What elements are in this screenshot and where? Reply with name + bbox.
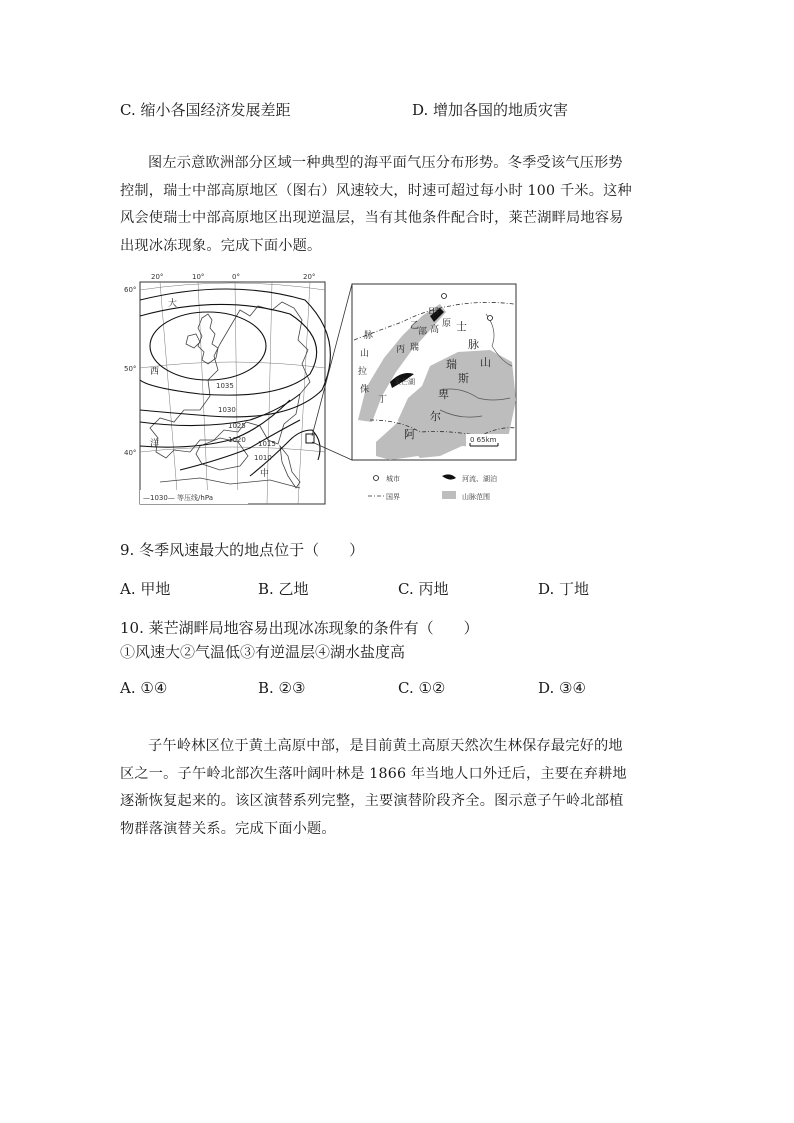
passage-line: 控制，瑞士中部高原地区（图右）风速较大，时速可超过每小时 100 千米。这种 xyxy=(120,182,632,199)
map-label: 尔 xyxy=(430,410,441,423)
q10-option-d[interactable]: D. ③④ xyxy=(538,679,586,697)
lon-label: 20° xyxy=(151,273,164,281)
lat-label: 50° xyxy=(124,365,137,373)
mountain-icon xyxy=(442,491,456,499)
q10-conditions: ①风速大②气温低③有逆温层④湖水盐度高 xyxy=(120,643,406,661)
scale-label: 0 65km xyxy=(470,436,497,444)
left-pressure-map xyxy=(124,273,330,504)
map-label: 斯 xyxy=(458,372,469,385)
map-label: 高 xyxy=(430,325,440,335)
q9-option-b[interactable]: B. 乙地 xyxy=(258,580,309,598)
legend-border: 国界 xyxy=(386,493,400,501)
site-ding-label: 丁 xyxy=(378,395,388,405)
place-label: 大 xyxy=(168,299,178,309)
passage-line: 风会使瑞士中部高原地区出现逆温层，当有其他条件配合时，莱芒湖畔局地容易 xyxy=(120,210,624,226)
passage-line: 逐渐恢复起来的。该区演替系列完整，主要演替阶段齐全。图示意子午岭北部植 xyxy=(120,793,624,809)
isobar-label: 1010 xyxy=(254,454,272,462)
isobar-label: 1015 xyxy=(258,440,276,448)
map-label: 阿 xyxy=(404,428,415,441)
map-label: 侏 xyxy=(360,385,370,395)
option-c-prev[interactable]: C. 缩小各国经济发展差距 xyxy=(120,101,291,119)
map-label: 瑞 xyxy=(446,358,457,371)
lat-label: 60° xyxy=(124,286,137,294)
q9-option-d[interactable]: D. 丁地 xyxy=(538,580,590,598)
q10-option-c[interactable]: C. ①② xyxy=(398,679,446,697)
passage-line: 物群落演替关系。完成下面小题。 xyxy=(120,820,336,837)
legend-mountain: 山脉范围 xyxy=(462,493,490,501)
map-label: 山 xyxy=(360,349,370,359)
place-label: 西 xyxy=(150,367,160,377)
lon-label: 20° xyxy=(303,273,316,281)
isobar-legend: —1030— 等压线/hPa xyxy=(143,494,214,502)
q10-stem: 10. 莱芒湖畔局地容易出现冰冻现象的条件有（ ） xyxy=(120,619,479,637)
map-figure xyxy=(124,270,520,512)
map-label: 脉 xyxy=(468,338,479,351)
lat-label: 40° xyxy=(124,449,137,457)
right-switzerland-map xyxy=(352,284,516,460)
city-icon xyxy=(374,476,379,481)
site-bing-label: 丙 xyxy=(396,345,406,355)
map-figure-svg xyxy=(124,270,520,512)
isobar-label: 1035 xyxy=(216,382,234,390)
isobar-label: 1025 xyxy=(228,422,246,430)
map-legend xyxy=(368,474,497,501)
q10-option-a[interactable]: A. ①④ xyxy=(120,679,168,697)
lon-label: 0° xyxy=(232,273,240,281)
isobar-label: 1030 xyxy=(218,406,236,414)
passage-line: 出现冰冻现象。完成下面小题。 xyxy=(120,237,322,254)
lon-label: 10° xyxy=(192,273,205,281)
passage-ziwuling xyxy=(120,733,627,843)
q10-option-b[interactable]: B. ②③ xyxy=(258,679,306,697)
map-label: 士 xyxy=(456,320,467,333)
passage-line: 区之一。子午岭北部次生落叶阔叶林是 1866 年当地人口外迁后，主要在弃耕地 xyxy=(120,765,627,782)
place-label: 洋 xyxy=(150,439,160,449)
passage-line: 子午岭林区位于黄土高原中部，是目前黄土高原天然次生林保存最完好的地 xyxy=(148,738,623,754)
map-label: 山 xyxy=(480,356,491,369)
q9-option-a[interactable]: A. 甲地 xyxy=(120,580,171,598)
passage-europe-pressure xyxy=(120,150,632,260)
isobar-label: 1020 xyxy=(228,436,246,444)
place-label: 中 xyxy=(260,469,270,479)
map-label: 部 xyxy=(418,327,428,337)
site-yi-label: 乙 xyxy=(410,321,420,331)
legend-city: 城市 xyxy=(386,475,400,483)
lake-label: 莱芒湖 xyxy=(394,378,415,386)
river-lake-icon xyxy=(442,474,456,479)
map-label: 拉 xyxy=(358,367,368,377)
q9-stem: 9. 冬季风速最大的地点位于（ ） xyxy=(120,541,365,559)
map-label: 原 xyxy=(442,319,452,329)
legend-river: 河流、湖泊 xyxy=(462,475,497,483)
map-label: 脉 xyxy=(364,331,374,341)
passage-line: 图左示意欧洲部分区域一种典型的海平面气压分布形势。冬季受该气压形势 xyxy=(148,155,623,171)
map-label: 瑞 xyxy=(410,343,420,353)
map-label: 卑 xyxy=(438,388,449,401)
site-jia-label: 甲 xyxy=(428,306,439,319)
option-d-prev[interactable]: D. 增加各国的地质灾害 xyxy=(412,101,569,119)
q9-option-c[interactable]: C. 丙地 xyxy=(398,580,449,598)
